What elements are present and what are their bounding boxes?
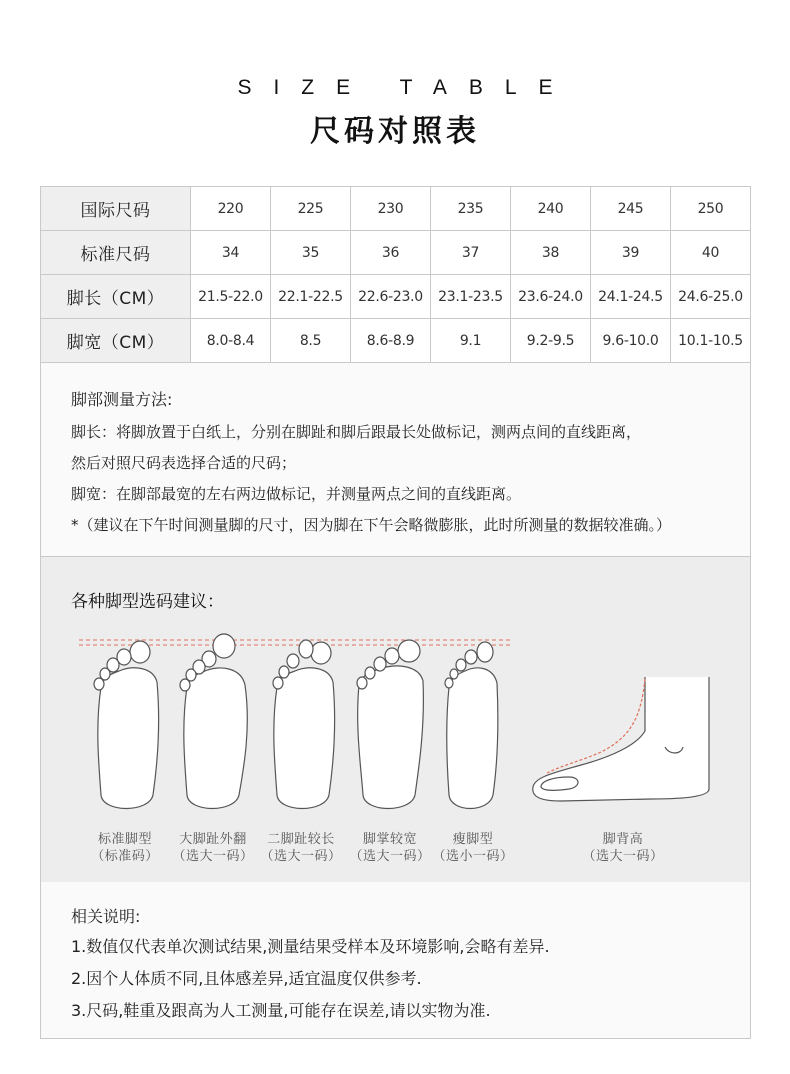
- wide-forefoot-icon: [357, 640, 423, 809]
- table-cell: 24.1-24.5: [591, 275, 671, 319]
- table-cell: 23.6-24.0: [511, 275, 591, 319]
- foot-type-name: 脚掌较宽: [362, 832, 417, 847]
- high-instep-foot-icon: [533, 677, 709, 801]
- row-header: 脚宽（CM）: [41, 319, 191, 363]
- foot-type-advice: （选大一码）: [349, 849, 431, 864]
- foot-type-advice: （选大一码）: [172, 849, 254, 864]
- measure-title: 脚部测量方法:: [71, 390, 173, 409]
- table-cell: 220: [191, 187, 271, 231]
- table-cell: 9.6-10.0: [591, 319, 671, 363]
- foot-type-name: 瘦脚型: [452, 832, 494, 847]
- notes-panel: [40, 882, 751, 1039]
- foot-type-label: [423, 831, 523, 865]
- standard-foot-icon: [94, 641, 159, 809]
- table-cell: 9.1: [431, 319, 511, 363]
- slim-foot-icon: [445, 642, 498, 809]
- table-cell: 9.2-9.5: [511, 319, 591, 363]
- table-cell: 37: [431, 231, 511, 275]
- foot-illustrations: [41, 627, 750, 827]
- foot-type-label: [75, 831, 175, 865]
- table-cell: 22.1-22.5: [271, 275, 351, 319]
- notes-line: 2.因个人体质不同,且体感差异,适宜温度仅供参考.: [71, 969, 422, 988]
- foot-type-label: [251, 831, 351, 865]
- long-second-toe-foot-icon: [273, 640, 335, 809]
- bunion-foot-icon: [180, 634, 247, 809]
- table-cell: 240: [511, 187, 591, 231]
- title-chinese: 尺码对照表: [310, 114, 480, 149]
- table-cell: 36: [351, 231, 431, 275]
- table-row: [41, 187, 751, 231]
- foot-type-name: 脚背高: [602, 832, 644, 847]
- table-cell: 230: [351, 187, 431, 231]
- table-cell: 225: [271, 187, 351, 231]
- foot-type-advice: （标准码）: [91, 849, 159, 864]
- table-cell: 8.5: [271, 319, 351, 363]
- notes-line: 1.数值仅代表单次测试结果,测量结果受样本及环境影响,会略有差异.: [71, 937, 550, 956]
- table-row: [41, 231, 751, 275]
- foot-type-label: [163, 831, 263, 865]
- table-cell: 34: [191, 231, 271, 275]
- measure-line: *（建议在下午时间测量脚的尺寸，因为脚在下午会略微膨胀，此时所测量的数据较准确。）: [71, 516, 672, 534]
- foot-types-panel: [40, 557, 751, 883]
- foot-types-title: 各种脚型选码建议：: [71, 592, 224, 612]
- foot-type-advice: （选大一码）: [582, 849, 664, 864]
- table-cell: 250: [671, 187, 751, 231]
- table-cell: 10.1-10.5: [671, 319, 751, 363]
- size-table: [40, 186, 751, 363]
- table-cell: 23.1-23.5: [431, 275, 511, 319]
- measure-line: 脚宽：在脚部最宽的左右两边做标记，并测量两点之间的直线距离。: [71, 485, 522, 503]
- table-cell: 38: [511, 231, 591, 275]
- foot-type-name: 标准脚型: [97, 832, 152, 847]
- foot-type-label: [573, 831, 673, 865]
- table-cell: 8.0-8.4: [191, 319, 271, 363]
- table-row: [41, 319, 751, 363]
- row-header: 国际尺码: [41, 187, 191, 231]
- table-cell: 21.5-22.0: [191, 275, 271, 319]
- table-row: [41, 275, 751, 319]
- table-cell: 8.6-8.9: [351, 319, 431, 363]
- foot-type-advice: （选小一码）: [432, 849, 514, 864]
- measure-line: 脚长：将脚放置于白纸上，分别在脚趾和脚后跟最长处做标记，测两点间的直线距离，: [71, 423, 642, 441]
- table-cell: 39: [591, 231, 671, 275]
- row-header: 标准尺码: [41, 231, 191, 275]
- foot-type-name: 大脚趾外翻: [179, 832, 247, 847]
- measure-method-panel: [40, 363, 751, 557]
- table-cell: 22.6-23.0: [351, 275, 431, 319]
- table-cell: 40: [671, 231, 751, 275]
- table-cell: 235: [431, 187, 511, 231]
- table-cell: 245: [591, 187, 671, 231]
- row-header: 脚长（CM）: [41, 275, 191, 319]
- notes-line: 3.尺码,鞋重及跟高为人工测量,可能存在误差,请以实物为准.: [71, 1001, 491, 1020]
- foot-type-advice: （选大一码）: [260, 849, 342, 864]
- notes-title: 相关说明:: [71, 907, 141, 926]
- table-cell: 35: [271, 231, 351, 275]
- measure-line: 然后对照尺码表选择合适的尺码；: [71, 454, 297, 472]
- title-english: SIZE TABLE: [237, 76, 575, 99]
- table-cell: 24.6-25.0: [671, 275, 751, 319]
- foot-type-name: 二脚趾较长: [267, 832, 335, 847]
